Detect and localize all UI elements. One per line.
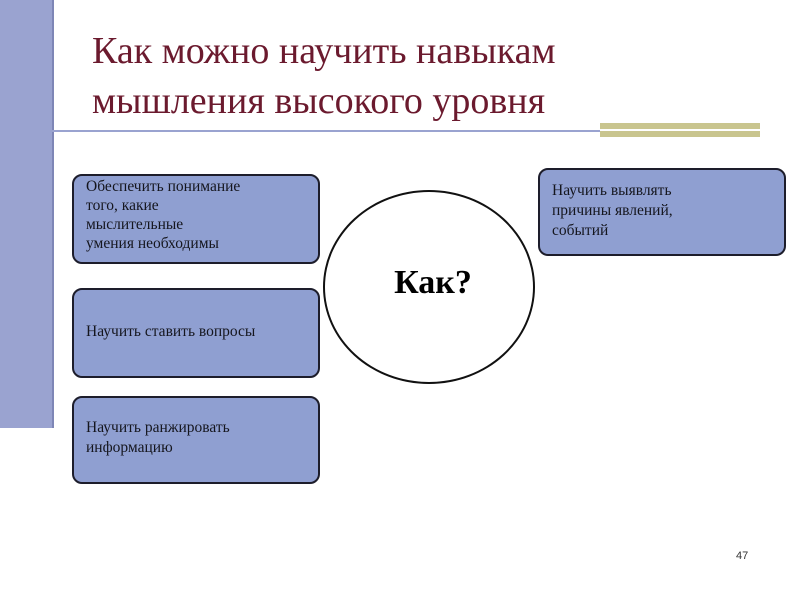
slide-title-line-2: мышления высокого уровня bbox=[92, 80, 546, 122]
box-understanding-line: Обеспечить понимание bbox=[86, 178, 241, 195]
box-causes-line: причины явлений, bbox=[552, 202, 673, 219]
box-understanding-line: умения необходимы bbox=[86, 235, 219, 252]
box-understanding-line: мыслительные bbox=[86, 216, 184, 233]
side-decor-bar bbox=[0, 0, 52, 428]
box-questions bbox=[72, 288, 320, 378]
center-circle bbox=[323, 190, 535, 384]
side-decor-bar-edge bbox=[52, 0, 54, 428]
box-causes-line: событий bbox=[552, 222, 609, 239]
box-ranking-line: информацию bbox=[86, 439, 173, 456]
box-ranking-line: Научить ранжировать bbox=[86, 419, 230, 436]
page-number: 47 bbox=[736, 550, 749, 562]
box-understanding bbox=[72, 174, 320, 264]
title-divider bbox=[34, 130, 600, 132]
box-causes-line: Научить выявлять bbox=[552, 182, 672, 199]
title-accent-line bbox=[600, 129, 760, 131]
slide-title bbox=[92, 26, 732, 126]
box-understanding-line: того, какие bbox=[86, 197, 159, 214]
box-questions-line: Научить ставить вопросы bbox=[86, 323, 256, 340]
center-label: Как? bbox=[394, 264, 472, 301]
box-causes bbox=[538, 168, 786, 256]
box-ranking bbox=[72, 396, 320, 484]
slide-title-line-1: Как можно научить навыкам bbox=[92, 30, 556, 72]
